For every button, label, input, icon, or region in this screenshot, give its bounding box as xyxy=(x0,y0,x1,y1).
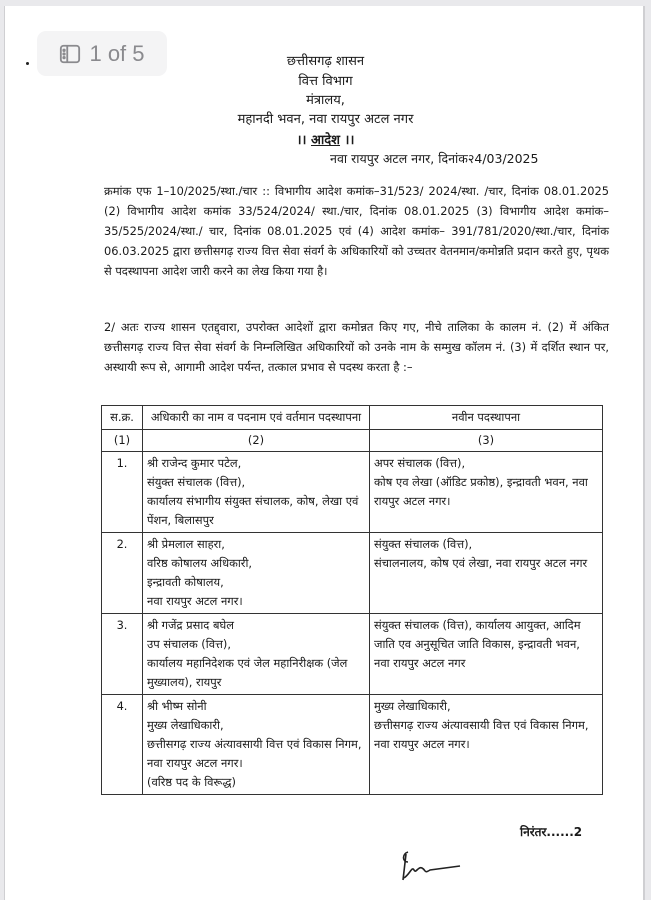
current-posting-line: छत्तीसगढ़ राज्य अंत्यावसायी वित्त एवं विकास निगम, नवा रायपुर अटल नगर। xyxy=(147,737,362,770)
header-ministry: मंत्रालय, xyxy=(306,93,345,108)
new-posting-line: कोष एव लेखा (ऑडिट प्रकोष्ठ), इन्द्रावती भवन, नवा रायपुर अटल नगर। xyxy=(374,475,588,508)
header-serial: स.क्र. xyxy=(102,406,143,430)
new-posting-cell xyxy=(370,533,603,614)
new-posting-line: मुख्य लेखाधिकारी, xyxy=(374,699,451,713)
table-column-number-row xyxy=(102,430,603,452)
new-posting-line: संयुक्त संचालक (वित्त), कार्यालय आयुक्त, आदिम जाति एव अनुसूचित जाति विकास, इन्द्रावती भवन, नवा रायपुर अटल नगर xyxy=(374,618,581,670)
current-posting-cell xyxy=(143,452,370,533)
signature xyxy=(400,848,470,884)
current-posting-line: कार्यालय संभागीय संयुक्त संचालक, कोष, लेखा एवं पेंशन, बिलासपुर xyxy=(147,494,359,527)
order-title-word: आदेश xyxy=(310,133,341,148)
header-new-posting: नवीन पदस्थापना xyxy=(370,406,603,430)
current-posting-line: श्री गजेंद्र प्रसाद बघेल xyxy=(147,618,234,632)
table-row xyxy=(102,452,603,533)
current-posting-cell xyxy=(143,533,370,614)
header-department: वित्त विभाग xyxy=(298,74,353,89)
current-posting-line: इन्द्रावती कोषालय, xyxy=(147,575,224,589)
current-posting-line: कार्यालय महानिदेशक एवं जेल महानिरीक्षक (जेल मुख्यालय), रायपुर xyxy=(147,656,348,689)
new-posting-line: अपर संचालक (वित्त), xyxy=(374,456,466,470)
current-posting-line: श्री प्रेमलाल साहरा, xyxy=(147,537,225,551)
continued-label: निरंतर......2 xyxy=(520,825,583,839)
posting-table xyxy=(101,405,603,795)
order-title xyxy=(0,130,651,148)
new-posting-cell xyxy=(370,695,603,795)
new-posting-cell xyxy=(370,614,603,695)
new-posting-line: छत्तीसगढ़ राज्य अंत्यावसायी वित्त एवं विकास निगम, नवा रायपुर अटल नगर। xyxy=(374,718,589,751)
current-posting-line: उप संचालक (वित्त), xyxy=(147,637,231,651)
serial-number: 1. xyxy=(102,452,143,533)
order-title-prefix: ।। xyxy=(296,133,311,148)
reference-paragraph: क्रमांक एफ 1–10/2025/स्था./चार :: विभागीय आदेश कमांक–31/523/ 2024/स्था. /चार, दिनांक 08.01.2025 (2) विभागीय आदेश कमांक 33/524/2024/ स्था./चार, दिनांक 08.01.2025 (3) विभागीय आदेश कमांक– 35/525/2024/स्था./ चार, दिनांक 08.01.2025 एवं (4) आदेश कमांक– 391/781/2020/स्था./चार, दिनांक 06.03.2025 द्वारा छत्तीसगढ़ राज्य वित्त सेवा संवर्ग के अधिकारियों को उच्चतर वेतनमान/कमोन्नति प्रदान करते हुए, पृथक से पदस्थापना आदेश जारी करने का लेख किया गया है। xyxy=(104,184,609,278)
serial-number: 4. xyxy=(102,695,143,795)
table-row xyxy=(102,533,603,614)
current-posting-line: मुख्य लेखाधिकारी, xyxy=(147,718,224,732)
header-current-posting: अधिकारी का नाम व पदनाम एवं वर्तमान पदस्थापना xyxy=(143,406,370,430)
new-posting-line: संयुक्त संचालक (वित्त), xyxy=(374,537,473,551)
page-indicator-text: 1 of 5 xyxy=(89,40,145,66)
new-posting-cell xyxy=(370,452,603,533)
serial-number: 3. xyxy=(102,614,143,695)
header-address: महानदी भवन, नवा रायपुर अटल नगर xyxy=(237,112,414,127)
table-header-row xyxy=(102,406,603,430)
current-posting-cell xyxy=(143,695,370,795)
current-posting-line: संयुक्त संचालक (वित्त), xyxy=(147,475,246,489)
header-state: छत्तीसगढ़ शासन xyxy=(286,54,365,69)
order-paragraph: 2/ अतः राज्य शासन एतद्द्वारा, उपरोक्त आदेशों द्वारा कमोन्नत किए गए, नीचे तालिका के कालम नं. (2) में अंकित छत्तीसगढ़ राज्य वित्त सेवा संवर्ग के निम्नलिखित अधिकारियों को उनके नाम के सम्मुख कॉलम नं. (3) में दर्शित स्थान पर, अस्थायी रूप से, आगामी आदेश पर्यन्त, तत्काल प्रभाव से पदस्थ करता है :– xyxy=(104,320,609,374)
column-number: (1) xyxy=(102,430,143,452)
new-posting-line: संचालनालय, कोष एवं लेखा, नवा रायपुर अटल नगर xyxy=(374,556,588,570)
current-posting-line: नवा रायपुर अटल नगर। xyxy=(147,594,243,608)
column-number: (3) xyxy=(370,430,603,452)
serial-number: 2. xyxy=(102,533,143,614)
current-posting-line: (वरिष्ठ पद के विरूद्ध) xyxy=(147,775,236,789)
current-posting-line: वरिष्ठ कोषालय अधिकारी, xyxy=(147,556,253,570)
column-number: (2) xyxy=(143,430,370,452)
table-row xyxy=(102,695,603,795)
current-posting-line: श्री भीष्म सोनी xyxy=(147,699,207,713)
current-posting-line: श्री राजेन्द कुमार पटेल, xyxy=(147,456,242,470)
order-title-suffix: ।। xyxy=(340,133,355,148)
table-row xyxy=(102,614,603,695)
current-posting-cell xyxy=(143,614,370,695)
order-date: नवा रायपुर अटल नगर, दिनांक२4/03/2025 xyxy=(330,151,539,166)
